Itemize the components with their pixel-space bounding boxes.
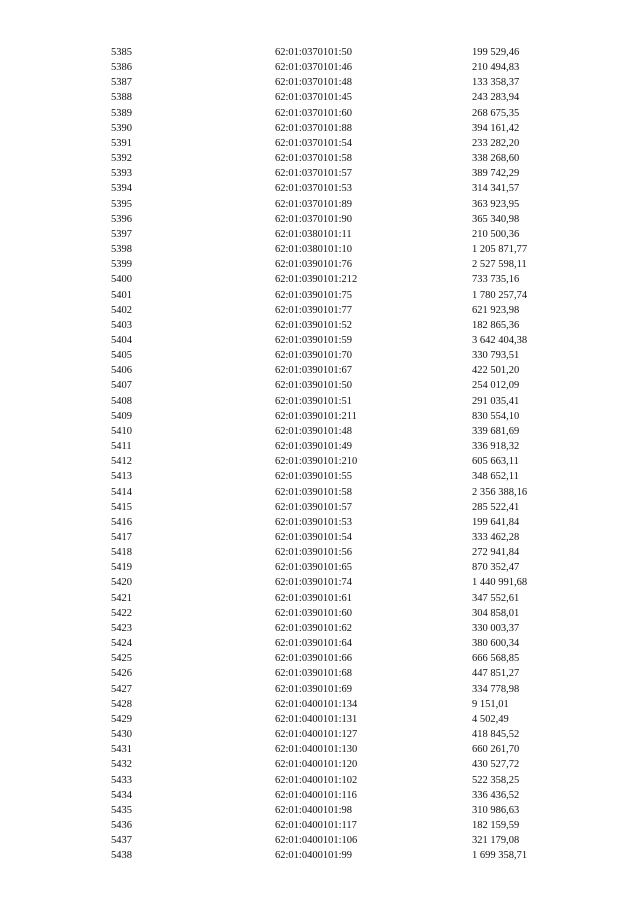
table-row: [111, 303, 582, 318]
cadastral-value: 339 681,69: [472, 425, 520, 437]
cadastral-value: 285 522,41: [472, 501, 520, 513]
row-number: 5397: [111, 228, 132, 240]
table-row: [111, 257, 582, 272]
cadastral-value: 380 600,34: [472, 638, 520, 650]
cadastral-value: 447 851,27: [472, 668, 520, 680]
row-number: 5401: [111, 289, 132, 301]
cadastral-value: 243 283,94: [472, 92, 520, 104]
cadastral-value: 666 568,85: [472, 653, 520, 665]
row-number: 5412: [111, 456, 132, 468]
cadastral-number: 62:01:0390101:62: [275, 622, 353, 634]
table-row: [111, 500, 582, 515]
cadastral-value: 621 923,98: [472, 304, 520, 316]
cadastral-value: 2 356 388,16: [472, 486, 528, 498]
row-number: 5425: [111, 653, 132, 665]
table-row: [111, 666, 582, 681]
table-row: [111, 606, 582, 621]
cadastral-number: 62:01:0390101:57: [275, 501, 353, 513]
cadastral-number: 62:01:0400101:127: [275, 729, 358, 741]
cadastral-value: 347 552,61: [472, 592, 520, 604]
table-row: [111, 363, 582, 378]
cadastral-value: 418 845,52: [472, 729, 520, 741]
table-row: [111, 697, 582, 712]
cadastral-number: 62:01:0390101:212: [275, 274, 358, 286]
cadastral-value: 9 151,01: [472, 698, 509, 710]
cadastral-value: 336 918,32: [472, 441, 520, 453]
row-number: 5390: [111, 122, 132, 134]
row-number: 5407: [111, 380, 132, 392]
cadastral-number: 62:01:0400101:99: [275, 850, 353, 862]
table-row: [111, 106, 582, 121]
cadastral-number: 62:01:0370101:57: [275, 168, 353, 180]
table-row: [111, 166, 582, 181]
cadastral-number: 62:01:0400101:98: [275, 804, 353, 816]
cadastral-value: 389 742,29: [472, 168, 520, 180]
row-number: 5389: [111, 107, 132, 119]
table-row: [111, 272, 582, 287]
table-row: [111, 636, 582, 651]
table-row: [111, 378, 582, 393]
table-row: [111, 60, 582, 75]
cadastral-number: 62:01:0370101:50: [275, 47, 353, 58]
row-number: 5398: [111, 244, 132, 256]
cadastral-value: 182 159,59: [472, 819, 520, 831]
cadastral-value: 1 205 871,77: [472, 244, 528, 256]
table-row: [111, 151, 582, 166]
cadastral-number: 62:01:0370101:58: [275, 153, 353, 165]
table-row: [111, 757, 582, 772]
cadastral-value: 605 663,11: [472, 456, 519, 468]
table-row: [111, 712, 582, 727]
row-number: 5404: [111, 334, 132, 346]
cadastral-number: 62:01:0400101:106: [275, 835, 358, 847]
row-number: 5408: [111, 395, 132, 407]
table-row: [111, 803, 582, 818]
cadastral-number: 62:01:0400101:130: [275, 744, 358, 756]
table-row: [111, 424, 582, 439]
cadastral-number: 62:01:0370101:90: [275, 213, 353, 225]
table-row: [111, 348, 582, 363]
row-number: 5411: [111, 441, 132, 453]
cadastral-value: 430 527,72: [472, 759, 520, 771]
table-row: [111, 469, 582, 484]
cadastral-number: 62:01:0390101:68: [275, 668, 353, 680]
row-number: 5399: [111, 259, 132, 271]
cadastral-number: 62:01:0380101:10: [275, 244, 353, 256]
row-number: 5417: [111, 532, 132, 543]
cadastral-value: 199 641,84: [472, 516, 520, 528]
cadastral-value: 365 340,98: [472, 213, 520, 225]
cadastral-value: 363 923,95: [472, 198, 520, 210]
table-row: [111, 136, 582, 151]
row-number: 5427: [111, 683, 132, 695]
cadastral-number: 62:01:0390101:61: [275, 592, 353, 604]
cadastral-number: 62:01:0390101:56: [275, 547, 353, 559]
cadastral-number: 62:01:0390101:69: [275, 683, 353, 695]
cadastral-number: 62:01:0390101:211: [275, 410, 357, 422]
table-row: [111, 227, 582, 242]
cadastral-value: 330 793,51: [472, 350, 520, 362]
table-row: [111, 409, 582, 424]
cadastral-number: 62:01:0370101:45: [275, 92, 353, 104]
cadastral-number: 62:01:0380101:11: [275, 228, 352, 240]
table-row: [111, 848, 582, 863]
cadastral-value: 210 494,83: [472, 62, 520, 74]
cadastral-value: 310 986,63: [472, 804, 520, 816]
row-number: 5395: [111, 198, 132, 210]
cadastral-number: 62:01:0390101:52: [275, 319, 353, 331]
cadastral-number: 62:01:0400101:131: [275, 713, 358, 725]
table-row: [111, 90, 582, 105]
table-body: [111, 45, 582, 863]
cadastral-value: 394 161,42: [472, 122, 520, 134]
table-row: [111, 333, 582, 348]
table-row: [111, 181, 582, 196]
row-number: 5416: [111, 516, 132, 528]
table-row: [111, 788, 582, 803]
cadastral-value: 336 436,52: [472, 789, 520, 801]
row-number: 5421: [111, 592, 132, 604]
table-row: [111, 515, 582, 530]
table-row: [111, 485, 582, 500]
table-row: [111, 833, 582, 848]
table-row: [111, 727, 582, 742]
cadastral-value: 182 865,36: [472, 319, 520, 331]
cadastral-number: 62:01:0390101:60: [275, 607, 353, 619]
cadastral-value: 3 642 404,38: [472, 334, 528, 346]
cadastral-number: 62:01:0370101:89: [275, 198, 353, 210]
cadastral-value: 870 352,47: [472, 562, 520, 574]
row-number: 5392: [111, 153, 132, 165]
table-row: [111, 651, 582, 666]
row-number: 5430: [111, 729, 132, 741]
cadastral-number: 62:01:0390101:48: [275, 425, 353, 437]
table-row: [111, 242, 582, 257]
cadastral-number: 62:01:0390101:210: [275, 456, 358, 468]
row-number: 5428: [111, 698, 132, 710]
row-number: 5424: [111, 638, 132, 650]
cadastral-value: 338 268,60: [472, 153, 520, 165]
cadastral-value: 1 699 358,71: [472, 850, 528, 862]
cadastral-number: 62:01:0370101:88: [275, 122, 353, 134]
row-number: 5429: [111, 713, 132, 725]
row-number: 5419: [111, 562, 132, 574]
cadastral-number: 62:01:0390101:77: [275, 304, 353, 316]
row-number: 5434: [111, 789, 132, 801]
table-row: [111, 818, 582, 833]
table-row: [111, 394, 582, 409]
row-number: 5432: [111, 759, 132, 771]
cadastral-number: 62:01:0390101:70: [275, 350, 353, 362]
cadastral-number: 62:01:0390101:58: [275, 486, 353, 498]
cadastral-value: 522 358,25: [472, 774, 520, 786]
row-number: 5436: [111, 819, 132, 831]
table-row: [111, 288, 582, 303]
cadastral-value: 422 501,20: [472, 365, 520, 377]
cadastral-value: 268 675,35: [472, 107, 520, 119]
row-number: 5423: [111, 622, 132, 634]
row-number: 5431: [111, 744, 132, 756]
cadastral-value: 321 179,08: [472, 835, 520, 847]
cadastral-number: 62:01:0370101:60: [275, 107, 353, 119]
cadastral-number: 62:01:0370101:46: [275, 62, 353, 74]
table-row: [111, 212, 582, 227]
row-number: 5420: [111, 577, 132, 589]
cadastral-number: 62:01:0390101:64: [275, 638, 353, 650]
cadastral-value: 272 941,84: [472, 547, 520, 559]
cadastral-number: 62:01:0390101:53: [275, 516, 353, 528]
cadastral-number: 62:01:0370101:53: [275, 183, 353, 195]
cadastral-value-table: [111, 45, 582, 863]
cadastral-number: 62:01:0400101:116: [275, 789, 357, 801]
cadastral-number: 62:01:0390101:59: [275, 334, 353, 346]
cadastral-value: 210 500,36: [472, 228, 520, 240]
row-number: 5409: [111, 410, 132, 422]
table-row: [111, 45, 582, 60]
cadastral-number: 62:01:0370101:48: [275, 77, 353, 89]
cadastral-value: 133 358,37: [472, 77, 520, 89]
row-number: 5435: [111, 804, 132, 816]
row-number: 5415: [111, 501, 132, 513]
cadastral-value: 333 462,28: [472, 532, 520, 543]
table-row: [111, 621, 582, 636]
table-row: [111, 439, 582, 454]
cadastral-value: 330 003,37: [472, 622, 520, 634]
cadastral-value: 830 554,10: [472, 410, 520, 422]
row-number: 5410: [111, 425, 132, 437]
row-number: 5387: [111, 77, 132, 89]
cadastral-number: 62:01:0390101:51: [275, 395, 353, 407]
row-number: 5385: [111, 47, 132, 58]
cadastral-value: 1 780 257,74: [472, 289, 528, 301]
cadastral-number: 62:01:0390101:50: [275, 380, 353, 392]
cadastral-number: 62:01:0390101:49: [275, 441, 353, 453]
row-number: 5393: [111, 168, 132, 180]
row-number: 5388: [111, 92, 132, 104]
table-row: [111, 545, 582, 560]
cadastral-value: 304 858,01: [472, 607, 520, 619]
row-number: 5433: [111, 774, 132, 786]
table-row: [111, 742, 582, 757]
table-row: [111, 197, 582, 212]
row-number: 5403: [111, 319, 132, 331]
cadastral-number: 62:01:0390101:67: [275, 365, 353, 377]
cadastral-value: 233 282,20: [472, 137, 520, 149]
row-number: 5402: [111, 304, 132, 316]
cadastral-number: 62:01:0390101:76: [275, 259, 353, 271]
table-row: [111, 121, 582, 136]
row-number: 5438: [111, 850, 132, 862]
row-number: 5414: [111, 486, 132, 498]
table-row: [111, 591, 582, 606]
table-row: [111, 560, 582, 575]
cadastral-number: 62:01:0400101:102: [275, 774, 358, 786]
cadastral-number: 62:01:0390101:74: [275, 577, 353, 589]
row-number: 5396: [111, 213, 132, 225]
row-number: 5394: [111, 183, 132, 195]
row-number: 5426: [111, 668, 132, 680]
cadastral-value: 2 527 598,11: [472, 259, 527, 271]
cadastral-value: 4 502,49: [472, 713, 509, 725]
table-row: [111, 530, 582, 545]
table-row: [111, 773, 582, 788]
cadastral-value: 660 261,70: [472, 744, 520, 756]
row-number: 5406: [111, 365, 132, 377]
cadastral-number: 62:01:0400101:117: [275, 819, 357, 831]
cadastral-value: 733 735,16: [472, 274, 520, 286]
row-number: 5413: [111, 471, 132, 483]
cadastral-value: 1 440 991,68: [472, 577, 528, 589]
table-row: [111, 454, 582, 469]
table-row: [111, 575, 582, 590]
cadastral-number: 62:01:0400101:134: [275, 698, 358, 710]
cadastral-number: 62:01:0390101:75: [275, 289, 353, 301]
row-number: 5422: [111, 607, 132, 619]
cadastral-number: 62:01:0390101:54: [275, 532, 353, 543]
table-row: [111, 75, 582, 90]
cadastral-value: 334 778,98: [472, 683, 520, 695]
cadastral-number: 62:01:0390101:65: [275, 562, 353, 574]
row-number: 5437: [111, 835, 132, 847]
table-row: [111, 318, 582, 333]
cadastral-number: 62:01:0390101:66: [275, 653, 353, 665]
row-number: 5405: [111, 350, 132, 362]
cadastral-value: 348 652,11: [472, 471, 519, 483]
cadastral-value: 254 012,09: [472, 380, 520, 392]
row-number: 5391: [111, 137, 132, 149]
cadastral-number: 62:01:0370101:54: [275, 137, 353, 149]
table-row: [111, 682, 582, 697]
cadastral-number: 62:01:0400101:120: [275, 759, 358, 771]
cadastral-value: 199 529,46: [472, 47, 520, 58]
row-number: 5400: [111, 274, 132, 286]
cadastral-number: 62:01:0390101:55: [275, 471, 353, 483]
row-number: 5418: [111, 547, 132, 559]
row-number: 5386: [111, 62, 132, 74]
cadastral-value: 314 341,57: [472, 183, 520, 195]
cadastral-value: 291 035,41: [472, 395, 520, 407]
